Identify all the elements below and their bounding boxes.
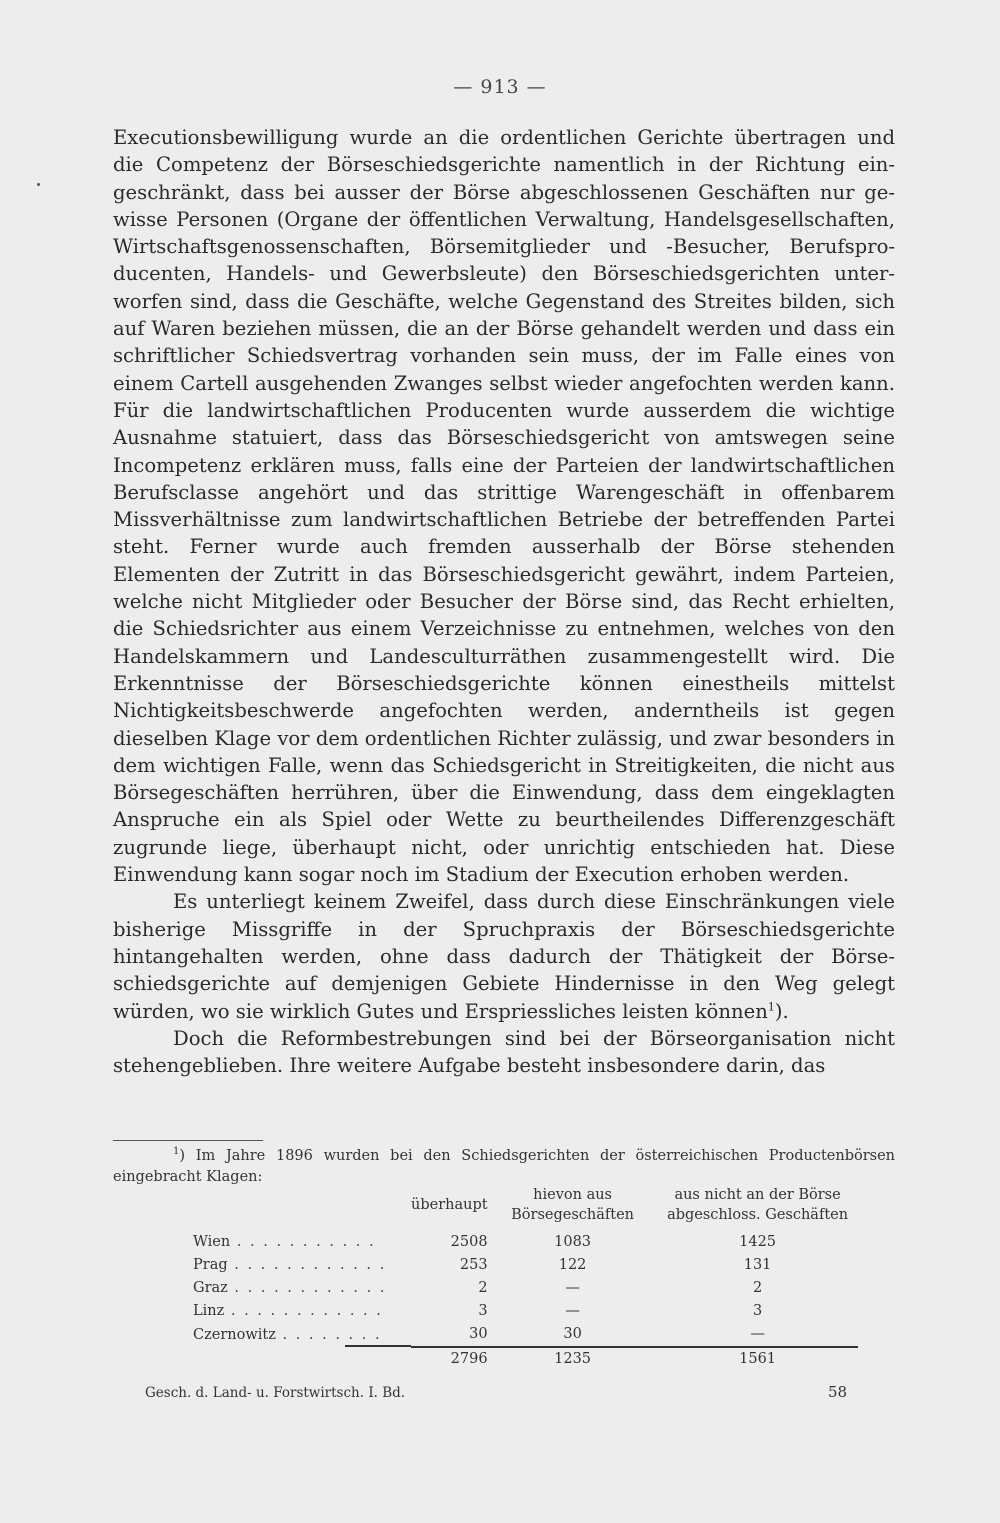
main-text xyxy=(113,124,895,1079)
row-total: 30 xyxy=(469,1326,488,1342)
lawsuit-statistics-table xyxy=(193,1185,858,1371)
sum-boerse: 1235 xyxy=(488,1347,658,1371)
table-row xyxy=(193,1323,858,1347)
signature-line: Gesch. d. Land- u. Forstwirtsch. I. Bd. xyxy=(145,1385,406,1401)
row-boerse: 122 xyxy=(558,1257,587,1273)
row-boerse: — xyxy=(565,1280,580,1296)
paragraph-2 xyxy=(113,888,895,1024)
paragraph-1: Executionsbewilligung wurde an die ordentlichen Gerichte übertragen und die Competenz der Börseschiedsgerichte namentlich in der Richtung eingeschränkt, dass bei ausser der Börse abgeschlossenen Geschäften nur gewisse Personen (Organe der öffentlichen Verwaltung, Handelsgesellschaften, Wirtschaftsgenossenschaften, Börsemitglieder und -Besucher, Berufsproducenten, Handels- und Gewerbsleute) den Börseschiedsgerichten unterworfen sind, dass die Geschäfte, welche Gegenstand des Streites bilden, sich auf Waren beziehen müssen, die an der Börse gehandelt werden und dass ein schriftlicher Schiedsvertrag vorhanden sein muss, der im Falle eines von einem Cartell ausgehenden Zwanges selbst wieder angefochten werden kann. Für die landwirtschaftlichen Producenten wurde ausserdem die wichtige Ausnahme statuiert, dass das Börseschiedsgericht von amtswegen seine Incompetenz erklären muss, falls eine der Parteien der landwirtschaftlichen Berufsclasse angehört und das strittige Warengeschäft in offenbarem Missverhältnisse zum landwirtschaftlichen Betriebe der betreffenden Partei steht. Ferner wurde auch fremden ausserhalb der Börse stehenden Elementen der Zutritt in das Börseschiedsgericht gewährt, indem Parteien, welche nicht Mitglieder oder Besucher der Börse sind, das Recht erhielten, die Schiedsrichter aus einem Verzeichnisse zu entnehmen, welches von den Handelskammern und Landesculturräthen zusammengestellt wird. Die Erkenntnisse der Börseschiedsgerichte können einestheils mittelst Nichtigkeitsbeschwerde angefochten werden, anderntheils ist gegen dieselben Klage vor dem ordentlichen Richter zulässig, und zwar besonders in dem wichtigen Falle, wenn das Schiedsgericht in Streitigkeiten, die nicht aus Börsegeschäften herrühren, über die Einwendung, dass dem eingeklagten Anspruche ein als Spiel oder Wette zu beurtheilendes Differenzgeschäft zugrunde liege, überhaupt nicht, oder unrichtig entschieden hat. Diese Einwendung kann sogar noch im Stadium der Execution erhoben werden. xyxy=(113,126,895,887)
row-boerse: 30 xyxy=(563,1326,582,1342)
sum-label-cell xyxy=(193,1347,411,1371)
table-row xyxy=(193,1277,858,1300)
paragraph-2-end: ). xyxy=(774,999,789,1023)
sum-outside: 1561 xyxy=(658,1347,858,1371)
header-boerse: hievon aus Börsegeschäften xyxy=(511,1187,635,1223)
row-outside: 3 xyxy=(752,1303,763,1319)
table-row xyxy=(193,1231,858,1254)
margin-speck xyxy=(37,183,40,186)
row-outside: 2 xyxy=(752,1280,763,1296)
row-outside: 1425 xyxy=(739,1234,777,1250)
row-city: Wien . . . . . . . . . . . xyxy=(193,1234,376,1250)
footnote-text xyxy=(113,1146,895,1188)
header-outside: aus nicht an der Börse abgeschloss. Geschäften xyxy=(667,1187,849,1223)
row-city: Czernowitz . . . . . . . . xyxy=(193,1326,382,1343)
table-sum-row xyxy=(193,1347,858,1371)
footnote-divider xyxy=(113,1140,263,1141)
row-city: Linz . . . . . . . . . . . . xyxy=(193,1303,383,1319)
sum-rule xyxy=(345,1345,411,1347)
row-total: 2 xyxy=(478,1280,488,1296)
table-header-row xyxy=(193,1185,858,1231)
paragraph-3: Doch die Reformbestrebungen sind bei der Börseorganisation nicht stehengeblieben. Ihre weitere Aufgabe besteht insbesondere darin, das xyxy=(113,1026,895,1078)
footnote-body: Im Jahre 1896 wurden bei den Schiedsgerichten der österreichischen Productenbörsen eingebracht Klagen: xyxy=(113,1148,895,1185)
header-city xyxy=(193,1185,411,1231)
row-total: 2508 xyxy=(450,1234,488,1250)
row-city: Graz . . . . . . . . . . . . xyxy=(193,1280,387,1296)
row-boerse: 1083 xyxy=(554,1234,592,1250)
row-total: 253 xyxy=(459,1257,488,1273)
signature-number: 58 xyxy=(828,1383,848,1401)
table-row xyxy=(193,1254,858,1277)
paragraph-2-text: Es unterliegt keinem Zweifel, dass durch diese Einschränkungen viele bisherige Missgriffe in der Spruchpraxis der Börseschiedsgerichte hintangehalten werden, ohne dass dadurch der Thätigkeit der Börseschiedsgerichte auf demjenigen Gebiete Hindernisse in den Weg gelegt würden, wo sie wirklich Gutes und Erspriessliches leisten können xyxy=(113,890,895,1023)
row-total: 3 xyxy=(478,1303,488,1319)
row-outside: — xyxy=(750,1326,765,1342)
table-row xyxy=(193,1300,858,1323)
page-number: — 913 — xyxy=(453,76,547,98)
footnote-marker: 1 xyxy=(173,1146,180,1158)
row-city: Prag . . . . . . . . . . . . xyxy=(193,1257,387,1273)
row-outside: 131 xyxy=(743,1257,772,1273)
header-total: überhaupt xyxy=(411,1197,488,1213)
footnote-reference[interactable]: 1 xyxy=(767,999,775,1013)
footnote xyxy=(113,1146,895,1188)
footnote-marker-close: ) xyxy=(179,1148,186,1164)
sum-total: 2796 xyxy=(411,1347,488,1371)
row-boerse: — xyxy=(565,1303,580,1319)
